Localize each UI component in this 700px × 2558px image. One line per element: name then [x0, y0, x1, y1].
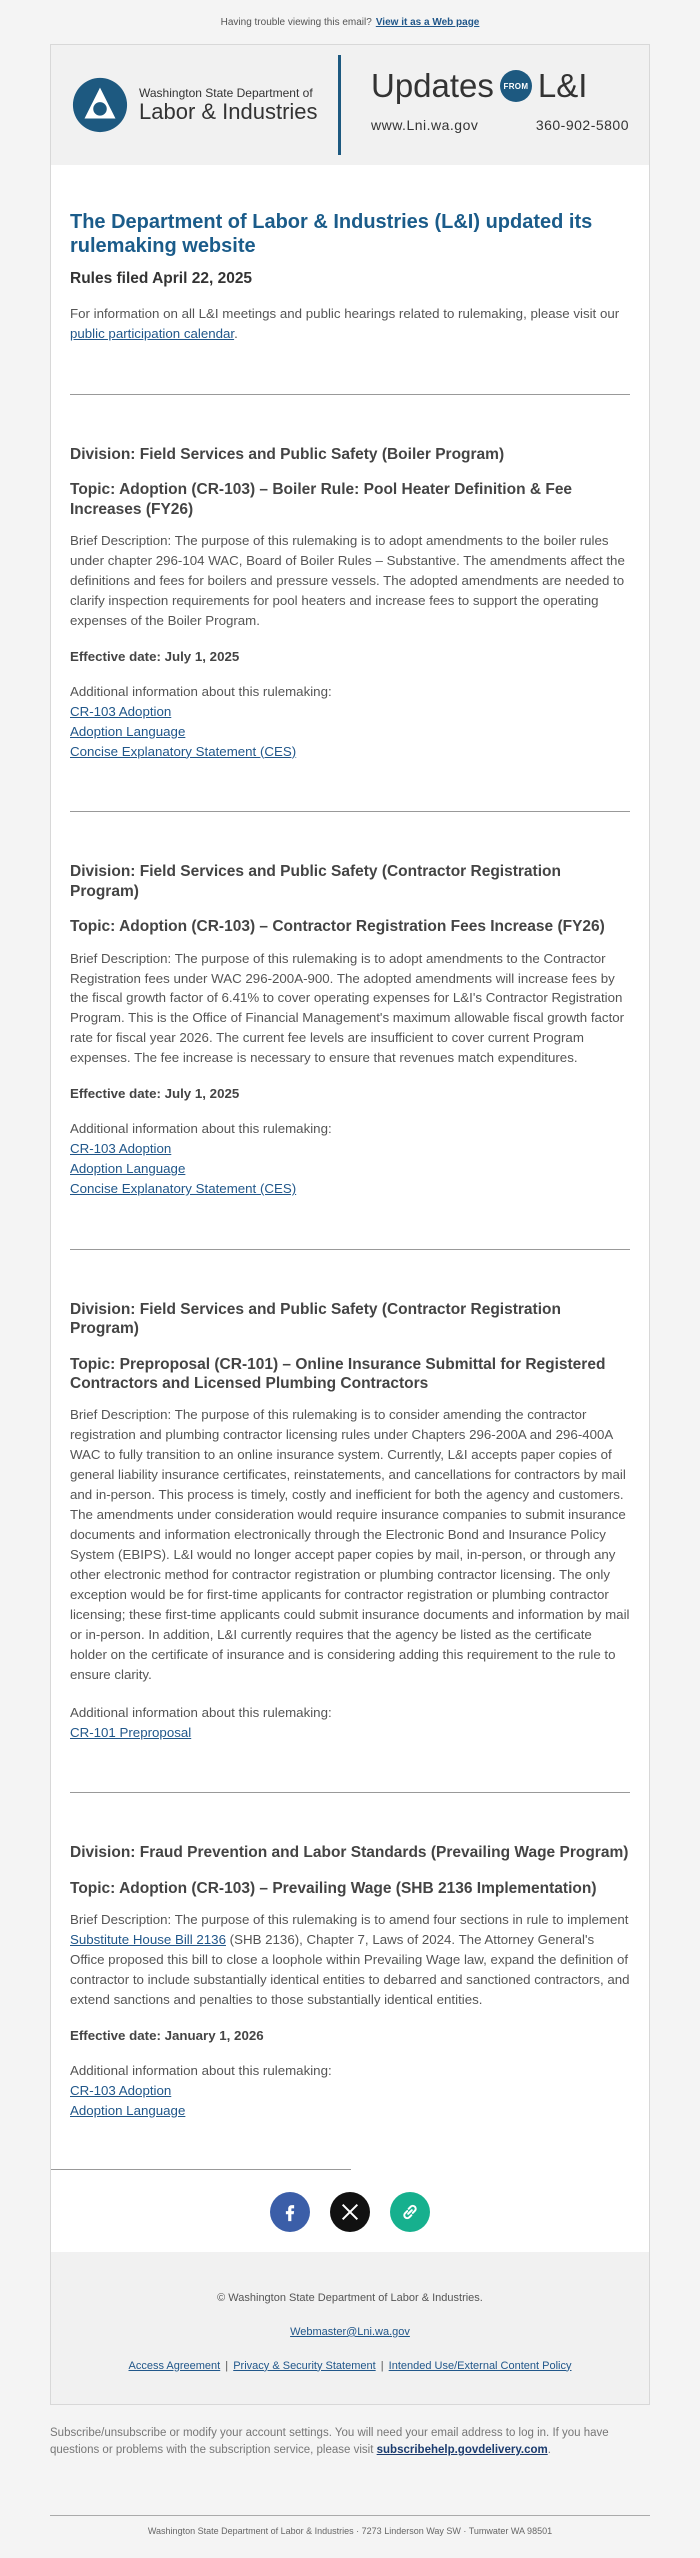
- preheader-text: Having trouble viewing this email?: [220, 16, 372, 28]
- page-title: The Department of Labor & Industries (L&I) updated its rulemaking website: [70, 211, 593, 257]
- ces-link[interactable]: Concise Explanatory Statement (CES): [70, 1181, 297, 1196]
- link-separator: |: [225, 2359, 229, 2372]
- subscription-notice: Subscribe/unsubscribe or modify your account settings. You will need your email address to log in. If you have questions or problems with the subscription service, please visit subscribehelp.govdelivery.com.: [50, 2426, 609, 2456]
- effective-date: Effective date: January 1, 2026: [70, 2027, 264, 2043]
- copyright-text: © Washington State Department of Labor & Industries.: [217, 2291, 483, 2304]
- adoption-language-link[interactable]: Adoption Language: [70, 723, 186, 739]
- updates-word: Updates: [371, 67, 494, 104]
- ces-link[interactable]: Concise Explanatory Statement (CES): [70, 743, 297, 759]
- section-divider: [70, 811, 630, 812]
- additional-info-label: Additional information about this rulemaking:: [70, 1121, 332, 1137]
- x-share-button[interactable]: [330, 2192, 370, 2232]
- section-divider: [70, 394, 630, 395]
- intro-paragraph: For information on all L&I meetings and public hearings related to rulemaking, please visit our public participation calendar.: [70, 306, 620, 341]
- link-icon: [399, 2201, 421, 2223]
- rulemaking-links: [70, 702, 630, 762]
- view-as-webpage-link[interactable]: View it as a Web page: [375, 16, 480, 28]
- effective-date: Effective date: July 1, 2025: [70, 1086, 240, 1102]
- from-badge: FROM: [500, 70, 532, 102]
- rulemaking-section-prevailing-wage: [70, 1843, 630, 2120]
- additional-info-label: Additional information about this rulemaking:: [70, 2062, 332, 2078]
- link-separator: |: [380, 2359, 384, 2372]
- adoption-language-link[interactable]: Adoption Language: [70, 1161, 186, 1177]
- brief-description: Brief Description: The purpose of this rulemaking is to adopt amendments to the boiler rules under chapter 296-104 WAC, Board of Boiler Rules – Substantive. The amendments affect the definitions and fees for boilers and pressure vessels. The adopted amendments are needed to clarify inspection requirements for pool heaters and increase fees to support the operating expenses of the Boiler Program.: [70, 533, 625, 628]
- topic-heading: Topic: Adoption (CR-103) – Boiler Rule: Pool Heater Definition & Fee Increases (FY26): [70, 481, 573, 518]
- additional-info-label: Additional information about this rulemaking:: [70, 1704, 332, 1720]
- section-divider: [70, 1249, 630, 1250]
- org-name-line1: Washington State Department of: [139, 86, 313, 101]
- topic-heading: Topic: Preproposal (CR-101) – Online Insurance Submittal for Registered Contractors and Licensed Plumbing Contractors: [70, 1355, 606, 1393]
- email-card: [50, 44, 650, 2405]
- cr-103-adoption-link[interactable]: CR-103 Adoption: [70, 703, 172, 719]
- website-text: www.Lni.wa.gov: [371, 117, 479, 133]
- mailing-address: Washington State Department of Labor & Industries · 7273 Linderson Way SW · Tumwater WA 98501: [147, 2526, 553, 2537]
- rulemaking-section-contractor-fees: [70, 862, 630, 1199]
- x-icon: [339, 2201, 361, 2223]
- brief-description: Brief Description: The purpose of this rulemaking is to consider amending the contractor registration and plumbing contractor licensing rules under Chapters 296-200A and 296-400A WAC to fully transition to an online insurance system. Currently, L&I accepts paper copies of general liability insurance certificates, reinstatements, and cancellations for contractors by mail and in-person. This process is timely, costly and inefficient for both the agency and customers. The amendments under consideration would require insurance companies to submit insurance documents and information electronically through the Electronic Bond and Insurance Policy System (EBIPS). L&I would no longer accept paper copies by mail, in-person, or through any other electronic method for contractor registration or plumbing contractor licensing. The only exception would be for first-time applicants for contractor registration or plumbing contractor licensing; these first-time applicants could submit insurance documents and information by mail or in-person. In addition, L&I currently requires that the agency be listed as the certificate holder on the certificate of insurance and is considering adding this requirement to the rule to ensure clarity.: [70, 1407, 630, 1682]
- brief-description: Brief Description: The purpose of this rulemaking is to adopt amendments to the Contractor Registration fees under WAC 296-200A-900. The adopted amendments will increase fees by the fiscal growth factor of 6.41% to cover operating expenses for L&I's Contractor Registration Program. This is the Office of Financial Management's maximum allowable fiscal growth factor rate for fiscal year 2026. The current fee levels are insufficient to cover current Program expenses. The fee increase is necessary to ensure that revenues match expenditures.: [70, 950, 625, 1066]
- cr-103-adoption-link[interactable]: CR-103 Adoption: [70, 2082, 172, 2098]
- division-heading: Division: Field Services and Public Safety (Boiler Program): [70, 445, 505, 463]
- topic-heading: Topic: Adoption (CR-103) – Prevailing Wage (SHB 2136 Implementation): [70, 1879, 597, 1897]
- updates-banner: [341, 45, 629, 165]
- rulemaking-links: [70, 1139, 630, 1199]
- rulemaking-section-boiler: [70, 445, 630, 762]
- email-body: [51, 165, 649, 2121]
- org-name-line2: Labor & Industries: [139, 99, 318, 125]
- public-participation-calendar-link[interactable]: public participation calendar: [70, 325, 235, 341]
- facebook-share-button[interactable]: [270, 2192, 310, 2232]
- email-header: [51, 45, 649, 165]
- rules-filed-date: Rules filed April 22, 2025: [70, 270, 253, 287]
- privacy-security-link[interactable]: Privacy & Security Statement: [233, 2359, 376, 2372]
- effective-date: Effective date: July 1, 2025: [70, 648, 240, 664]
- rulemaking-links: [70, 1723, 630, 1743]
- intended-use-link[interactable]: Intended Use/External Content Policy: [388, 2359, 572, 2372]
- email-footer: [51, 2252, 649, 2404]
- li-word: L&I: [537, 67, 588, 104]
- access-agreement-link[interactable]: Access Agreement: [128, 2359, 221, 2372]
- division-heading: Division: Field Services and Public Safety (Contractor Registration Program): [70, 863, 561, 900]
- content-end-rule: [51, 2169, 351, 2170]
- substitute-house-bill-2136-link[interactable]: Substitute House Bill 2136: [70, 1932, 226, 1948]
- phone-text: 360-902-5800: [535, 117, 629, 133]
- webmaster-email-link[interactable]: Webmaster@Lni.wa.gov: [290, 2325, 410, 2338]
- copy-link-button[interactable]: [390, 2192, 430, 2232]
- policy-links: [51, 2360, 649, 2372]
- lni-emblem-icon: [71, 76, 129, 134]
- facebook-icon: [279, 2201, 301, 2223]
- additional-info-label: Additional information about this rulemaking:: [70, 683, 332, 699]
- cr-103-adoption-link[interactable]: CR-103 Adoption: [70, 1141, 172, 1157]
- rulemaking-section-online-insurance: [70, 1300, 630, 1743]
- lni-logo[interactable]: [71, 55, 341, 155]
- org-name: [139, 86, 318, 123]
- topic-heading: Topic: Adoption (CR-103) – Contractor Registration Fees Increase (FY26): [70, 918, 605, 936]
- division-heading: Division: Field Services and Public Safety (Contractor Registration Program): [70, 1300, 561, 1338]
- brief-description: Brief Description: The purpose of this rulemaking is to amend four sections in rule to implement Substitute House Bill 2136 (SHB 2136), Chapter 7, Laws of 2024. The Attorney General's Office proposed this bill to close a loophole within Prevailing Wage law, expand the definition of contractor to include substantially identical entities to debarred and sanctioned contractors, and extend sanctions and penalties to those substantially identical entities.: [70, 1912, 630, 2007]
- social-share-bar: [51, 2172, 649, 2252]
- section-divider: [70, 1792, 630, 1793]
- cr-101-preproposal-link[interactable]: CR-101 Preproposal: [70, 1724, 192, 1740]
- adoption-language-link[interactable]: Adoption Language: [70, 2102, 186, 2118]
- rulemaking-links: [70, 2081, 630, 2121]
- email-preheader: [0, 0, 700, 44]
- division-heading: Division: Fraud Prevention and Labor Standards (Prevailing Wage Program): [70, 1844, 629, 1862]
- subscribe-help-link[interactable]: subscribehelp.govdelivery.com: [376, 2443, 548, 2456]
